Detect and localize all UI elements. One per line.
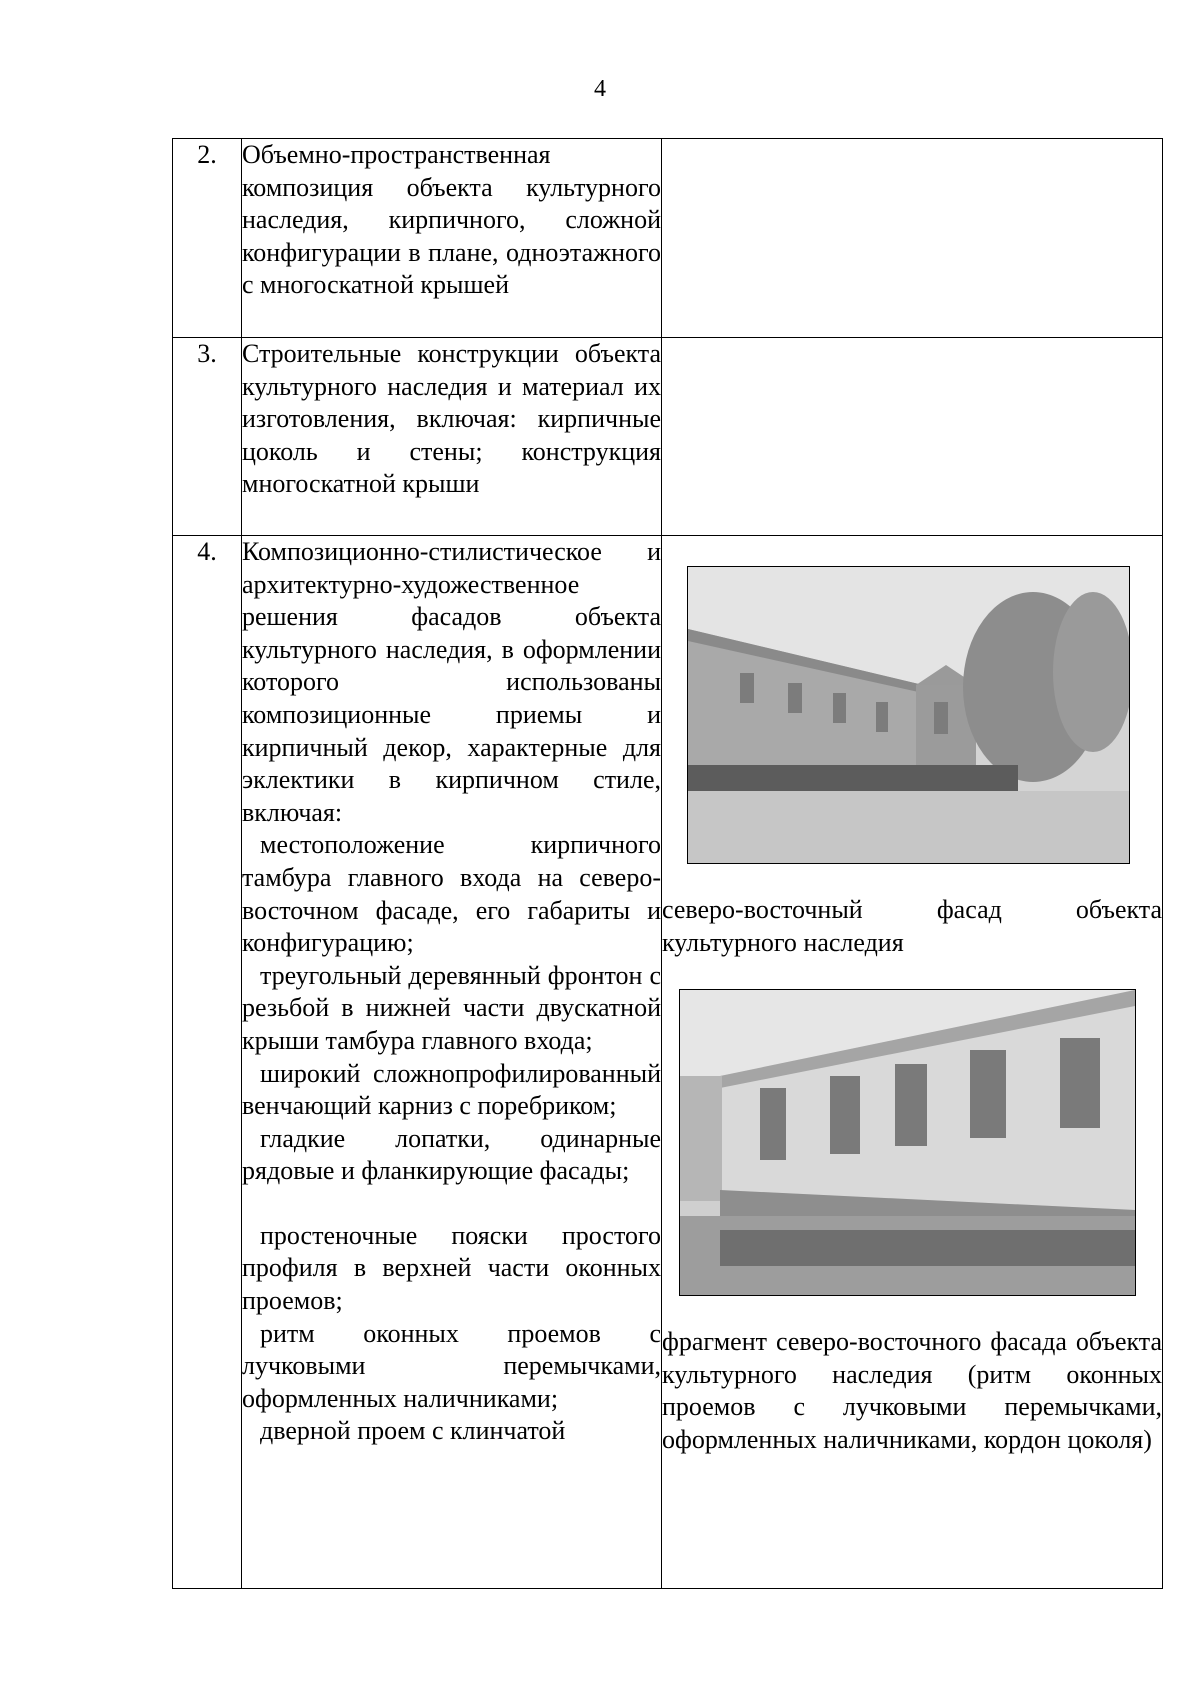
table-row <box>173 139 1163 338</box>
row-number: 3. <box>173 338 242 536</box>
row-description <box>242 338 662 536</box>
description-item: местоположение кирпичного тамбура главного входа на северо-восточном фасаде, его габариты и конфигурацию; <box>242 830 661 958</box>
description-item: гладкие лопатки, одинарные рядовые и фланкирующие фасады; <box>242 1123 661 1186</box>
description-item: дверной проем с клинчатой <box>260 1416 566 1446</box>
row-number: 4. <box>173 536 242 1589</box>
table-row <box>173 338 1163 536</box>
table-row <box>173 536 1163 1589</box>
description-item: широкий сложнопрофилированный венчающий карниз с поребриком; <box>242 1058 661 1121</box>
photo-caption: северо-восточный фасад объекта культурного наследия <box>662 895 1162 957</box>
illustration-cell <box>662 536 1163 1589</box>
description-paragraph: Строительные конструкции объекта культурного наследия и материал их изготовления, включая: кирпичные цоколь и стены; конструкция многоскатной крыши <box>242 339 661 499</box>
row-number: 2. <box>173 139 242 338</box>
page-number: 4 <box>594 76 606 102</box>
facade-fragment-photo-image <box>680 990 1135 1295</box>
photo-caption: фрагмент северо-восточного фасада объекта культурного наследия (ритм оконных проемов с лучковыми перемычками, оформленных наличниками, кордон цоколя) <box>662 1327 1162 1454</box>
description-item: ритм оконных проемов с лучковыми перемычками, оформленных наличниками; <box>242 1318 661 1413</box>
facade-photo-image <box>688 567 1129 863</box>
heritage-elements-table <box>172 138 1163 1589</box>
description-paragraph: Объемно-пространственная композиция объекта культурного наследия, кирпичного, сложной конфигурации в плане, одноэтажного с многоскатной крышей <box>242 140 661 300</box>
illustration-cell <box>662 139 1163 338</box>
description-item: простеночные пояски простого профиля в верхней части оконных проемов; <box>242 1220 661 1316</box>
description-paragraph: Композиционно-стилистическое и архитектурно-художественное решения фасадов объекта культурного наследия, в оформлении которого использованы композиционные приемы и кирпичный декор, характерные для эклектики в кирпичном стиле, включая: <box>242 537 661 827</box>
facade-photo <box>687 566 1130 864</box>
description-item: треугольный деревянный фронтон с резьбой в нижней части двускатной крыши тамбура главного входа; <box>242 960 661 1055</box>
row-description <box>242 536 662 1589</box>
illustration-cell <box>662 338 1163 536</box>
facade-fragment-photo <box>679 989 1136 1296</box>
row-description <box>242 139 662 338</box>
